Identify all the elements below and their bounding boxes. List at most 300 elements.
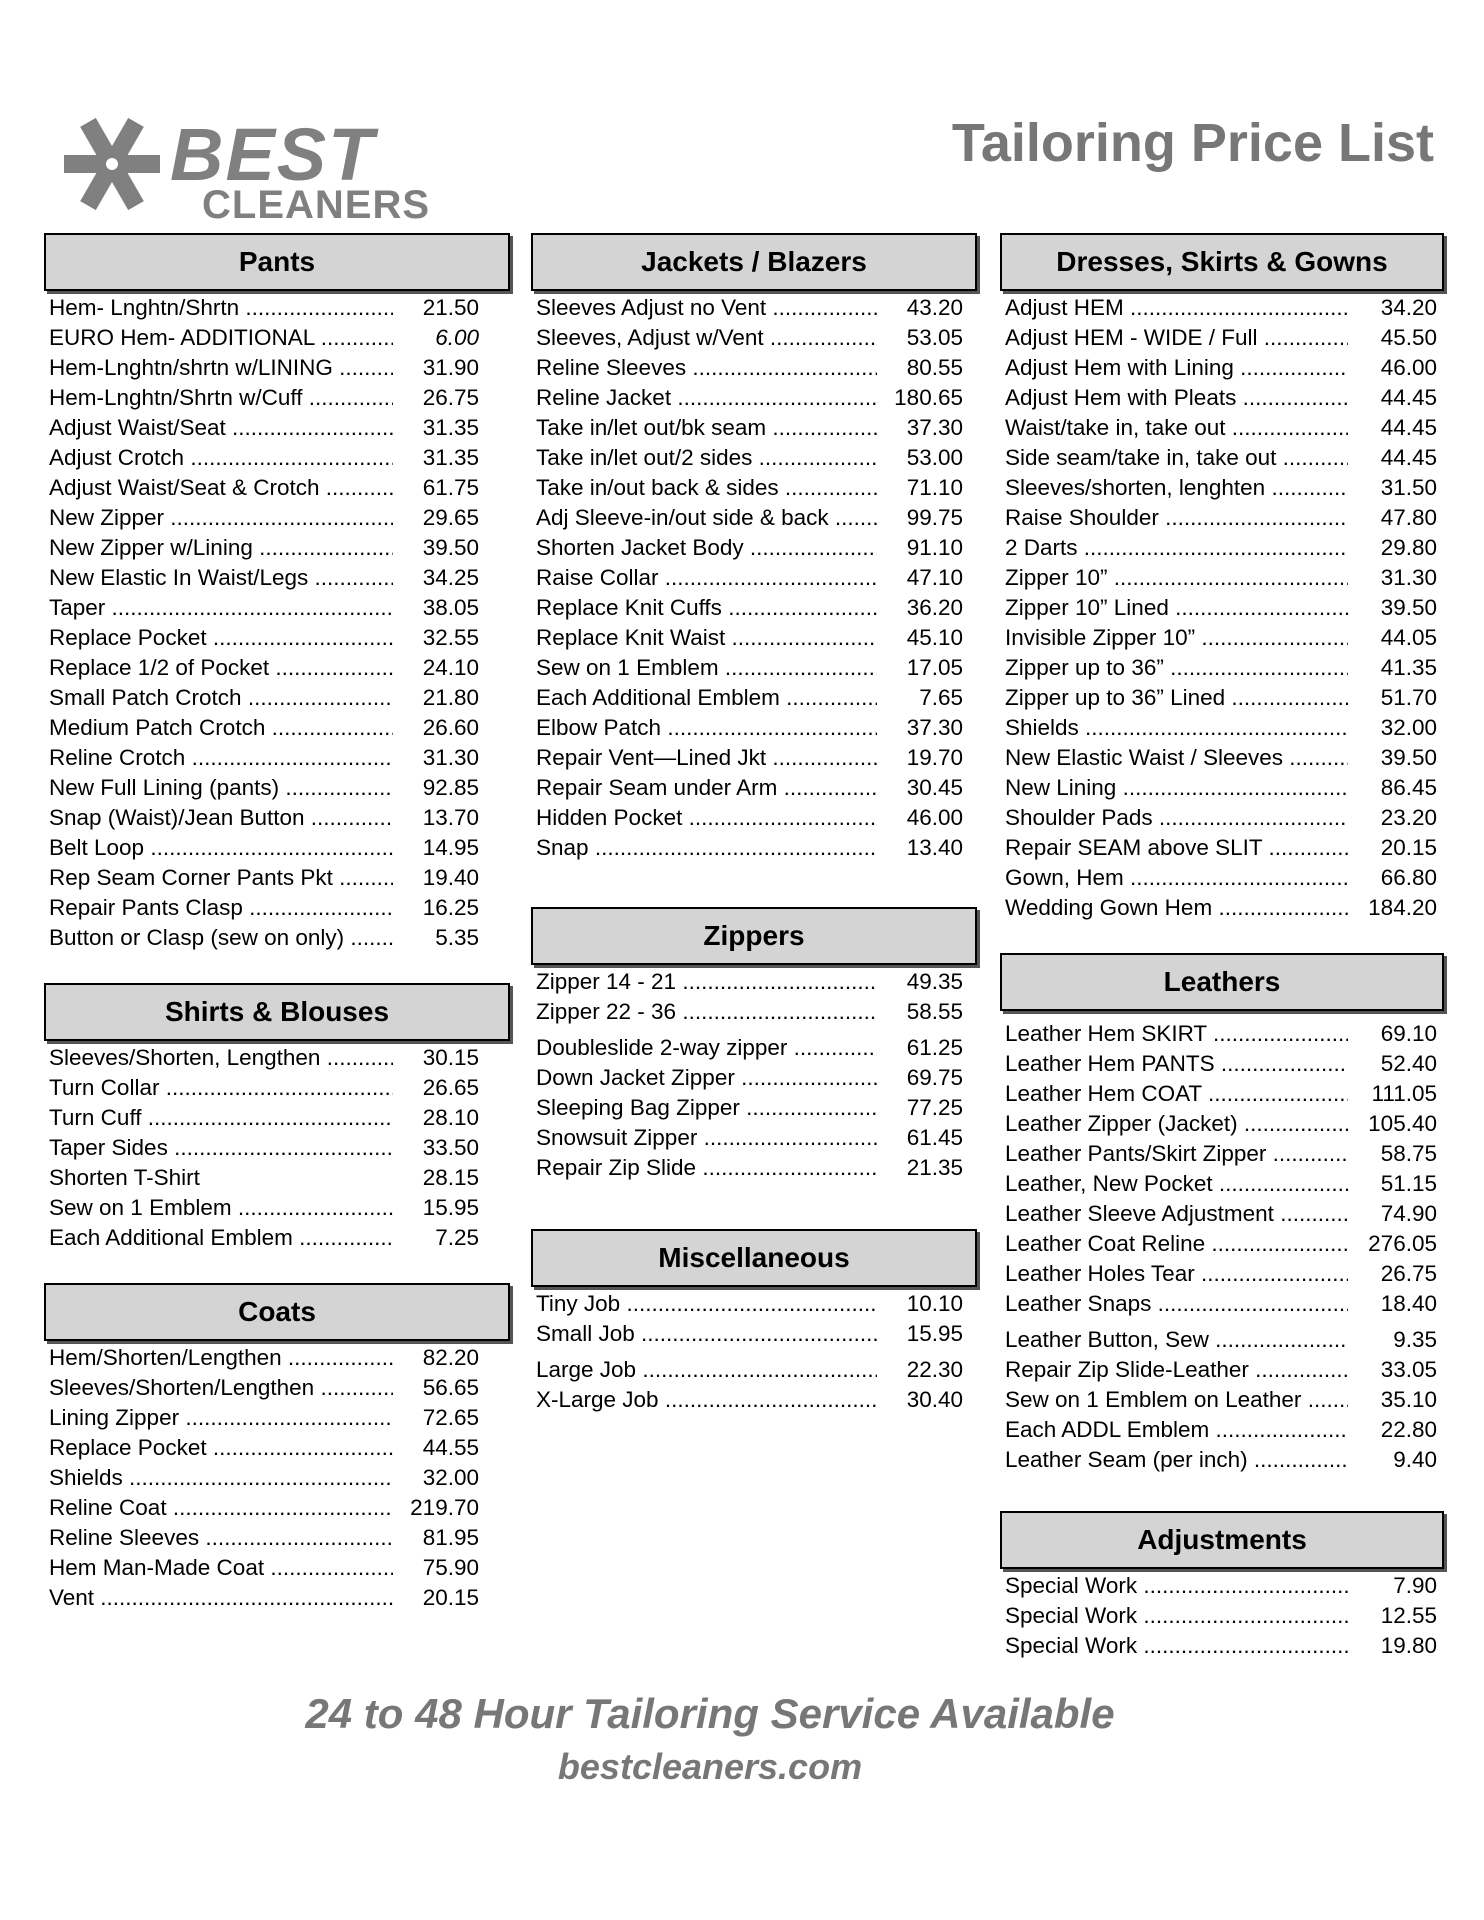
item-label: Reline Crotch .....: [44, 745, 393, 771]
item-price: 52.40: [1380, 1051, 1437, 1076]
price-row: [1000, 533, 1444, 563]
price-row: [1000, 1415, 1444, 1445]
price-row: [44, 563, 510, 593]
item-price: 31.35: [422, 445, 479, 470]
item-label: Leather Seam (per inch) .....: [1000, 1447, 1348, 1473]
item-price: 82.20: [422, 1345, 479, 1370]
price-row: [44, 1163, 510, 1193]
price-row: [44, 1343, 510, 1373]
item-price: 6.00: [435, 325, 479, 350]
item-price: 61.45: [906, 1125, 963, 1150]
website-link[interactable]: bestcleaners.com: [557, 1746, 863, 1787]
item-label: Hidden Pocket .....: [531, 805, 877, 831]
item-price: 30.40: [906, 1387, 963, 1412]
item-price: 19.40: [422, 865, 479, 890]
price-row: [1000, 473, 1444, 503]
price-row: [531, 833, 977, 863]
item-price: 19.70: [906, 745, 963, 770]
item-label: Take in/let out/2 sides .....: [531, 445, 877, 471]
item-label: EURO Hem- ADDITIONAL .....: [44, 325, 393, 351]
price-row: [1000, 443, 1444, 473]
price-row: [44, 443, 510, 473]
item-price: 24.10: [422, 655, 479, 680]
logo-best-text: BEST: [170, 116, 376, 196]
item-label: Small Job .....: [531, 1321, 877, 1347]
item-label: Zipper 14 - 21 .....: [531, 969, 877, 995]
item-label: X-Large Job .....: [531, 1387, 877, 1413]
item-price: 99.75: [906, 505, 963, 530]
jackets-list: [531, 293, 977, 863]
price-row: [1000, 683, 1444, 713]
item-label: Hem/Shorten/Lengthen .....: [44, 1345, 393, 1371]
item-label: Each Additional Emblem .....: [531, 685, 877, 711]
item-price: 53.00: [906, 445, 963, 470]
item-label: Sew on 1 Emblem .....: [531, 655, 877, 681]
jackets-header: Jackets / Blazers: [531, 233, 977, 291]
price-row: [1000, 893, 1444, 923]
item-price: 31.30: [1380, 565, 1437, 590]
item-price: 92.85: [422, 775, 479, 800]
item-price: 74.90: [1380, 1201, 1437, 1226]
item-label: Sleeves/Shorten, Lengthen .....: [44, 1045, 393, 1071]
item-label: Zipper 10” Lined .....: [1000, 595, 1348, 621]
item-price: 15.95: [422, 1195, 479, 1220]
price-row: [44, 533, 510, 563]
price-row: [44, 1373, 510, 1403]
item-label: Shields .....: [1000, 715, 1348, 741]
item-price: 18.40: [1380, 1291, 1437, 1316]
item-label: Special Work .....: [1000, 1573, 1348, 1599]
price-row: [44, 833, 510, 863]
price-row: [1000, 653, 1444, 683]
item-price: 31.35: [422, 415, 479, 440]
item-price: 37.30: [906, 415, 963, 440]
item-label: Repair Seam under Arm .....: [531, 775, 877, 801]
item-price: 75.90: [422, 1555, 479, 1580]
item-price: 71.10: [906, 475, 963, 500]
price-row: [1000, 1355, 1444, 1385]
item-label: Invisible Zipper 10” .....: [1000, 625, 1348, 651]
price-row: [44, 383, 510, 413]
item-label: Shorten Jacket Body .....: [531, 535, 877, 561]
price-row: [1000, 1079, 1444, 1109]
item-label: Raise Collar .....: [531, 565, 877, 591]
item-label: Taper Sides .....: [44, 1135, 393, 1161]
price-row: [531, 1385, 977, 1415]
price-row: [531, 1093, 977, 1123]
column-right: [1000, 233, 1444, 1661]
item-label: Sew on 1 Emblem .....: [44, 1195, 393, 1221]
price-row: [44, 413, 510, 443]
item-label: Leather Hem COAT .....: [1000, 1081, 1348, 1107]
item-price: 46.00: [1380, 355, 1437, 380]
item-price: 47.10: [906, 565, 963, 590]
item-price: 26.75: [422, 385, 479, 410]
item-price: 86.45: [1380, 775, 1437, 800]
item-label: Sleeves/Shorten/Lengthen .....: [44, 1375, 393, 1401]
item-price: 32.55: [422, 625, 479, 650]
item-price: 26.75: [1380, 1261, 1437, 1286]
item-price: 41.35: [1380, 655, 1437, 680]
column-middle: [531, 233, 977, 1415]
item-label: Repair SEAM above SLIT .....: [1000, 835, 1348, 861]
price-row: [531, 413, 977, 443]
item-label: Leather Coat Reline .....: [1000, 1231, 1348, 1257]
price-row: [44, 1523, 510, 1553]
item-price: 61.25: [906, 1035, 963, 1060]
price-row: [1000, 803, 1444, 833]
item-label: Special Work .....: [1000, 1633, 1348, 1659]
item-label: Reline Sleeves .....: [531, 355, 877, 381]
item-label: Medium Patch Crotch .....: [44, 715, 393, 741]
item-label: Sleeping Bag Zipper .....: [531, 1095, 877, 1121]
item-label: Shorten T-Shirt: [49, 1165, 200, 1190]
item-price: 44.45: [1380, 445, 1437, 470]
leathers-header: Leathers: [1000, 953, 1444, 1011]
price-row: [1000, 1631, 1444, 1661]
item-label: Replace Pocket .....: [44, 1435, 393, 1461]
item-label: Zipper up to 36” .....: [1000, 655, 1348, 681]
price-row: [44, 1043, 510, 1073]
item-price: 72.65: [422, 1405, 479, 1430]
item-label: New Lining .....: [1000, 775, 1348, 801]
item-label: New Elastic In Waist/Legs .....: [44, 565, 393, 591]
item-label: Replace Pocket .....: [44, 625, 393, 651]
shirts-list: [44, 1043, 510, 1253]
price-row: [44, 503, 510, 533]
item-price: 30.15: [422, 1045, 479, 1070]
item-price: 13.40: [906, 835, 963, 860]
item-price: 53.05: [906, 325, 963, 350]
item-label: Shields .....: [44, 1465, 393, 1491]
item-label: Reline Sleeves .....: [44, 1525, 393, 1551]
item-label: Elbow Patch .....: [531, 715, 877, 741]
price-row: [531, 503, 977, 533]
price-row: [1000, 833, 1444, 863]
item-price: 34.20: [1380, 295, 1437, 320]
price-row: [531, 293, 977, 323]
pants-header: Pants: [44, 233, 510, 291]
item-price: 58.55: [906, 999, 963, 1024]
item-label: Waist/take in, take out .....: [1000, 415, 1348, 441]
item-price: 30.45: [906, 775, 963, 800]
item-label: Adj Sleeve-in/out side & back .....: [531, 505, 877, 531]
price-row: [531, 997, 977, 1027]
price-row: [531, 1289, 977, 1319]
price-row: [1000, 1385, 1444, 1415]
price-row: [531, 563, 977, 593]
item-label: Snap (Waist)/Jean Button .....: [44, 805, 393, 831]
price-row: [531, 1153, 977, 1183]
price-row: [1000, 1571, 1444, 1601]
item-label: Repair Zip Slide .....: [531, 1155, 877, 1181]
item-label: Hem-Lnghtn/Shrtn w/Cuff .....: [44, 385, 393, 411]
item-label: Tiny Job .....: [531, 1291, 877, 1317]
price-row: [531, 1319, 977, 1349]
item-price: 33.05: [1380, 1357, 1437, 1382]
item-label: 2 Darts .....: [1000, 535, 1348, 561]
price-row: [44, 653, 510, 683]
item-price: 12.55: [1380, 1603, 1437, 1628]
item-price: 33.50: [422, 1135, 479, 1160]
item-label: Zipper up to 36” Lined .....: [1000, 685, 1348, 711]
price-row: [1000, 863, 1444, 893]
price-row: [44, 773, 510, 803]
item-price: 184.20: [1368, 895, 1437, 920]
price-row: [44, 1553, 510, 1583]
price-row: [531, 1123, 977, 1153]
price-row: [44, 353, 510, 383]
item-label: Adjust Crotch .....: [44, 445, 393, 471]
price-row: [1000, 1289, 1444, 1319]
zippers-list: [531, 967, 977, 1183]
price-row: [1000, 383, 1444, 413]
dresses-list: [1000, 293, 1444, 923]
price-row: [531, 967, 977, 997]
price-row: [531, 353, 977, 383]
item-price: 29.80: [1380, 535, 1437, 560]
dresses-header: Dresses, Skirts & Gowns: [1000, 233, 1444, 291]
item-label: Hem Man-Made Coat .....: [44, 1555, 393, 1581]
item-price: 44.45: [1380, 415, 1437, 440]
price-row: [44, 1193, 510, 1223]
price-row: [531, 383, 977, 413]
item-price: 45.50: [1380, 325, 1437, 350]
item-price: 32.00: [1380, 715, 1437, 740]
item-label: Adjust HEM .....: [1000, 295, 1348, 321]
item-price: 105.40: [1368, 1111, 1437, 1136]
item-price: 66.80: [1380, 865, 1437, 890]
item-label: Lining Zipper .....: [44, 1405, 393, 1431]
price-row: [1000, 1109, 1444, 1139]
price-row: [531, 593, 977, 623]
item-label: Leather, New Pocket .....: [1000, 1171, 1348, 1197]
item-price: 45.10: [906, 625, 963, 650]
item-label: Down Jacket Zipper .....: [531, 1065, 877, 1091]
item-price: 10.10: [906, 1291, 963, 1316]
item-label: Taper .....: [44, 595, 393, 621]
item-label: Hem- Lnghtn/Shrtn .....: [44, 295, 393, 321]
price-row: [44, 923, 510, 953]
item-label: Raise Shoulder .....: [1000, 505, 1348, 531]
price-row: [44, 1583, 510, 1613]
item-price: 21.80: [422, 685, 479, 710]
item-label: Special Work .....: [1000, 1603, 1348, 1629]
item-price: 13.70: [422, 805, 479, 830]
item-price: 69.10: [1380, 1021, 1437, 1046]
misc-list: [531, 1289, 977, 1415]
item-price: 28.10: [422, 1105, 479, 1130]
item-label: Leather Pants/Skirt Zipper .....: [1000, 1141, 1348, 1167]
price-row: [531, 653, 977, 683]
item-price: 19.80: [1380, 1633, 1437, 1658]
price-row: [1000, 1325, 1444, 1355]
item-price: 9.35: [1393, 1327, 1437, 1352]
item-price: 39.50: [422, 535, 479, 560]
item-price: 180.65: [894, 385, 963, 410]
item-price: 26.60: [422, 715, 479, 740]
price-row: [1000, 593, 1444, 623]
item-label: Take in/out back & sides .....: [531, 475, 877, 501]
price-row: [1000, 1601, 1444, 1631]
price-row: [44, 743, 510, 773]
item-price: 28.15: [422, 1165, 479, 1190]
logo-cleaners-text: CLEANERS: [202, 183, 431, 224]
leathers-list: [1000, 1019, 1444, 1475]
item-label: Sew on 1 Emblem on Leather .....: [1000, 1387, 1348, 1413]
item-price: 31.30: [422, 745, 479, 770]
price-row: [44, 1493, 510, 1523]
price-row: [531, 1033, 977, 1063]
item-price: 22.80: [1380, 1417, 1437, 1442]
price-row: [44, 683, 510, 713]
item-label: New Elastic Waist / Sleeves .....: [1000, 745, 1348, 771]
price-row: [44, 1133, 510, 1163]
item-label: Replace Knit Cuffs .....: [531, 595, 877, 621]
price-row: [44, 593, 510, 623]
item-label: Shoulder Pads .....: [1000, 805, 1348, 831]
item-price: 219.70: [410, 1495, 479, 1520]
price-row: [44, 1223, 510, 1253]
item-label: Leather Hem SKIRT .....: [1000, 1021, 1348, 1047]
item-label: Hem-Lnghtn/shrtn w/LINING .....: [44, 355, 393, 381]
item-label: Adjust Waist/Seat .....: [44, 415, 393, 441]
price-row: [1000, 563, 1444, 593]
price-row: [44, 623, 510, 653]
item-price: 81.95: [422, 1525, 479, 1550]
item-price: 17.05: [906, 655, 963, 680]
item-price: 21.50: [422, 295, 479, 320]
item-label: Sleeves, Adjust w/Vent .....: [531, 325, 877, 351]
item-label: Small Patch Crotch .....: [44, 685, 393, 711]
best-cleaners-logo: [62, 116, 512, 224]
item-label: Turn Cuff .....: [44, 1105, 393, 1131]
asterisk-icon: [64, 118, 160, 210]
coats-list: [44, 1343, 510, 1613]
price-row: [1000, 323, 1444, 353]
price-row: [531, 443, 977, 473]
page-title: Tailoring Price List: [951, 113, 1434, 173]
item-label: Sleeves/shorten, lenghten .....: [1000, 475, 1348, 501]
item-label: Rep Seam Corner Pants Pkt .....: [44, 865, 393, 891]
price-row: [1000, 1229, 1444, 1259]
item-label: Snowsuit Zipper .....: [531, 1125, 877, 1151]
item-label: Doubleslide 2-way zipper .....: [531, 1035, 877, 1061]
item-price: 29.65: [422, 505, 479, 530]
item-label: Sleeves Adjust no Vent .....: [531, 295, 877, 321]
item-price: 51.15: [1380, 1171, 1437, 1196]
item-label: Large Job .....: [531, 1357, 877, 1383]
item-label: Wedding Gown Hem .....: [1000, 895, 1348, 921]
price-row: [1000, 1019, 1444, 1049]
item-price: 22.30: [906, 1357, 963, 1382]
item-label: Turn Collar .....: [44, 1075, 393, 1101]
price-row: [1000, 353, 1444, 383]
coats-header: Coats: [44, 1283, 510, 1341]
item-label: Leather Holes Tear .....: [1000, 1261, 1348, 1287]
price-row: [1000, 623, 1444, 653]
item-price: 91.10: [906, 535, 963, 560]
item-price: 34.25: [422, 565, 479, 590]
price-row: [44, 1463, 510, 1493]
item-price: 51.70: [1380, 685, 1437, 710]
zippers-header: Zippers: [531, 907, 977, 965]
price-row: [1000, 1199, 1444, 1229]
price-row: [531, 743, 977, 773]
item-label: Each Additional Emblem .....: [44, 1225, 393, 1251]
price-row: [1000, 713, 1444, 743]
price-row: [531, 623, 977, 653]
item-label: Adjust Waist/Seat & Crotch .....: [44, 475, 393, 501]
item-price: 37.30: [906, 715, 963, 740]
item-price: 56.65: [422, 1375, 479, 1400]
item-label: Adjust Hem with Lining .....: [1000, 355, 1348, 381]
price-row: [531, 803, 977, 833]
item-price: 39.50: [1380, 595, 1437, 620]
item-price: 111.05: [1371, 1081, 1437, 1106]
item-price: 80.55: [906, 355, 963, 380]
price-row: [531, 773, 977, 803]
item-label: Snap .....: [531, 835, 877, 861]
item-label: Side seam/take in, take out .....: [1000, 445, 1348, 471]
item-label: Leather Hem PANTS .....: [1000, 1051, 1348, 1077]
price-row: [1000, 1259, 1444, 1289]
item-price: 7.25: [435, 1225, 479, 1250]
price-row: [531, 323, 977, 353]
price-row: [44, 323, 510, 353]
adjustments-header: Adjustments: [1000, 1511, 1444, 1569]
misc-header: Miscellaneous: [531, 1229, 977, 1287]
item-label: Take in/let out/bk seam .....: [531, 415, 877, 441]
item-label: Zipper 22 - 36 .....: [531, 999, 877, 1025]
price-row: [531, 1063, 977, 1093]
price-row: [44, 863, 510, 893]
item-price: 276.05: [1368, 1231, 1437, 1256]
price-row: [44, 1073, 510, 1103]
item-label: Each ADDL Emblem .....: [1000, 1417, 1348, 1443]
item-label: Leather Button, Sew .....: [1000, 1327, 1348, 1353]
item-price: 69.75: [906, 1065, 963, 1090]
price-row: [1000, 773, 1444, 803]
item-label: Leather Zipper (Jacket) .....: [1000, 1111, 1348, 1137]
item-label: Vent .....: [44, 1585, 393, 1611]
service-tagline: 24 to 48 Hour Tailoring Service Available: [305, 1690, 1115, 1737]
pants-list: [44, 293, 510, 953]
item-label: Repair Vent—Lined Jkt .....: [531, 745, 877, 771]
item-price: 9.40: [1393, 1447, 1437, 1472]
item-label: Gown, Hem .....: [1000, 865, 1348, 891]
item-label: Replace 1/2 of Pocket .....: [44, 655, 393, 681]
price-row: [44, 893, 510, 923]
item-price: 44.55: [422, 1435, 479, 1460]
item-label: New Zipper w/Lining .....: [44, 535, 393, 561]
item-price: 31.50: [1380, 475, 1437, 500]
item-price: 36.20: [906, 595, 963, 620]
item-label: Adjust HEM - WIDE / Full .....: [1000, 325, 1348, 351]
item-price: 20.15: [1380, 835, 1437, 860]
item-price: 5.35: [435, 925, 479, 950]
price-row: [531, 683, 977, 713]
item-price: 7.65: [919, 685, 963, 710]
item-label: Replace Knit Waist .....: [531, 625, 877, 651]
shirts-header: Shirts & Blouses: [44, 983, 510, 1041]
price-row: [44, 1103, 510, 1133]
item-label: New Full Lining (pants) .....: [44, 775, 393, 801]
price-row: [1000, 1049, 1444, 1079]
item-price: 77.25: [906, 1095, 963, 1120]
item-label: Reline Coat .....: [44, 1495, 393, 1521]
item-price: 32.00: [422, 1465, 479, 1490]
